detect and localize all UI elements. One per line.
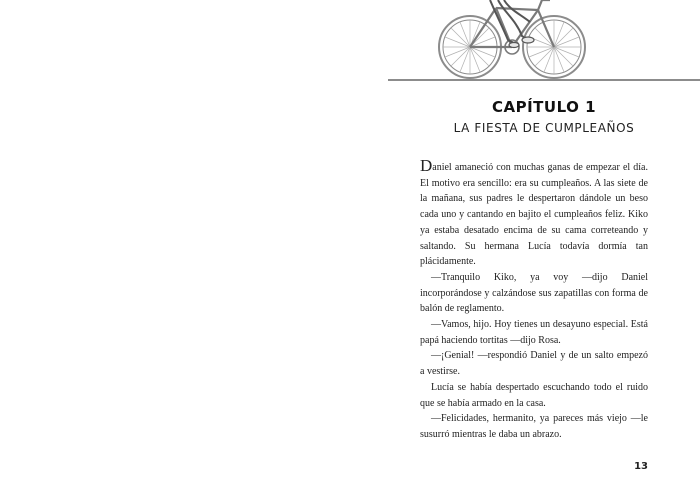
bicycle-illustration-icon — [430, 0, 600, 82]
chapter-heading: CAPÍTULO 1 — [491, 98, 597, 116]
paragraph: —Vamos, hijo. Hoy tienes un desayuno especial. Está papá haciendo tortitas —dijo Rosa. — [420, 319, 648, 346]
chapter-title: LA FIESTA DE CUMPLEAÑOS — [453, 121, 635, 135]
chapter-divider-line — [388, 79, 700, 81]
paragraph-text: aniel amaneció con muchas ganas de empezar el día. El motivo era sencillo: era su cumpleaños. A las siete de la mañana, sus padres le despertaron dándole un beso cada uno y cantando en bajito el cumpleaños feliz. Kiko ya estaba desatado encima de su cama correteando y saltando. Su hermana Lucía todavía dormía tan plácidamente. — [420, 162, 648, 268]
paragraph: —Tranquilo Kiko, ya voy —dijo Daniel incorporándose y calzándose sus zapatillas con forma de balón de reglamento. — [420, 271, 648, 315]
paragraph — [420, 156, 648, 270]
paragraph: —¡Genial! —respondió Daniel y de un salto empezó a vestirse. — [420, 350, 648, 378]
drop-cap: D — [420, 156, 433, 175]
chapter-body — [420, 156, 648, 443]
paragraph: —Felicidades, hermanito, ya pareces más viejo —le susurró mientras le daba un abrazo. — [420, 413, 648, 440]
paragraph: Lucía se había despertado escuchando todo el ruido que se había armado en la casa. — [420, 381, 648, 409]
page-number: 13 — [634, 461, 648, 472]
